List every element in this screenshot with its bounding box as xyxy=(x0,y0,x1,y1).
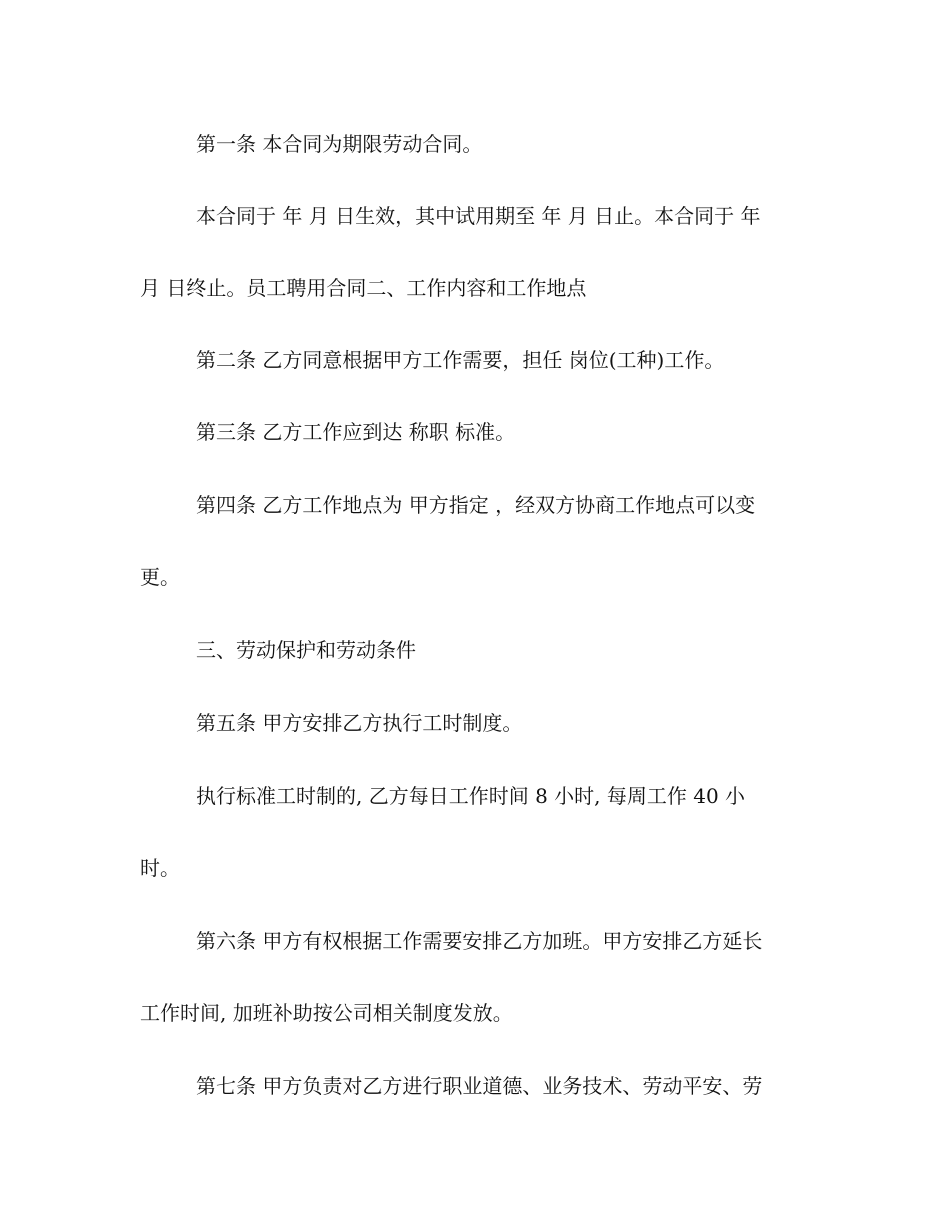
standard-hours-continuation: 时。 xyxy=(140,856,180,880)
article-1-end-line: 月 日终止。员工聘用合同二、工作内容和工作地点 xyxy=(140,276,587,300)
article-5-line: 第五条 甲方安排乙方执行工时制度。 xyxy=(196,711,523,735)
article-7-line: 第七条 甲方负责对乙方进行职业道德、业务技术、劳动平安、劳 xyxy=(196,1074,763,1098)
article-4-continuation: 更。 xyxy=(140,565,180,589)
article-2-line: 第二条 乙方同意根据甲方工作需要，担任 岗位(工种)工作。 xyxy=(196,348,725,372)
article-1-effective-line: 本合同于 年 月 日生效，其中试用期至 年 月 日止。本合同于 年 xyxy=(196,204,761,228)
article-3-line: 第三条 乙方工作应到达 称职 标准。 xyxy=(196,420,516,444)
article-4-line: 第四条 乙方工作地点为 甲方指定 ，经双方协商工作地点可以变 xyxy=(196,493,756,517)
article-6-line: 第六条 甲方有权根据工作需要安排乙方加班。甲方安排乙方延长 xyxy=(196,929,763,953)
article-1-line: 第一条 本合同为期限劳动合同。 xyxy=(196,132,483,156)
section-3-heading: 三、劳动保护和劳动条件 xyxy=(196,638,416,662)
article-6-continuation: 工作时间, 加班补助按公司相关制度发放。 xyxy=(140,1001,513,1025)
standard-hours-line: 执行标准工时制的, 乙方每日工作时间 8 小时, 每周工作 40 小 xyxy=(196,784,746,808)
